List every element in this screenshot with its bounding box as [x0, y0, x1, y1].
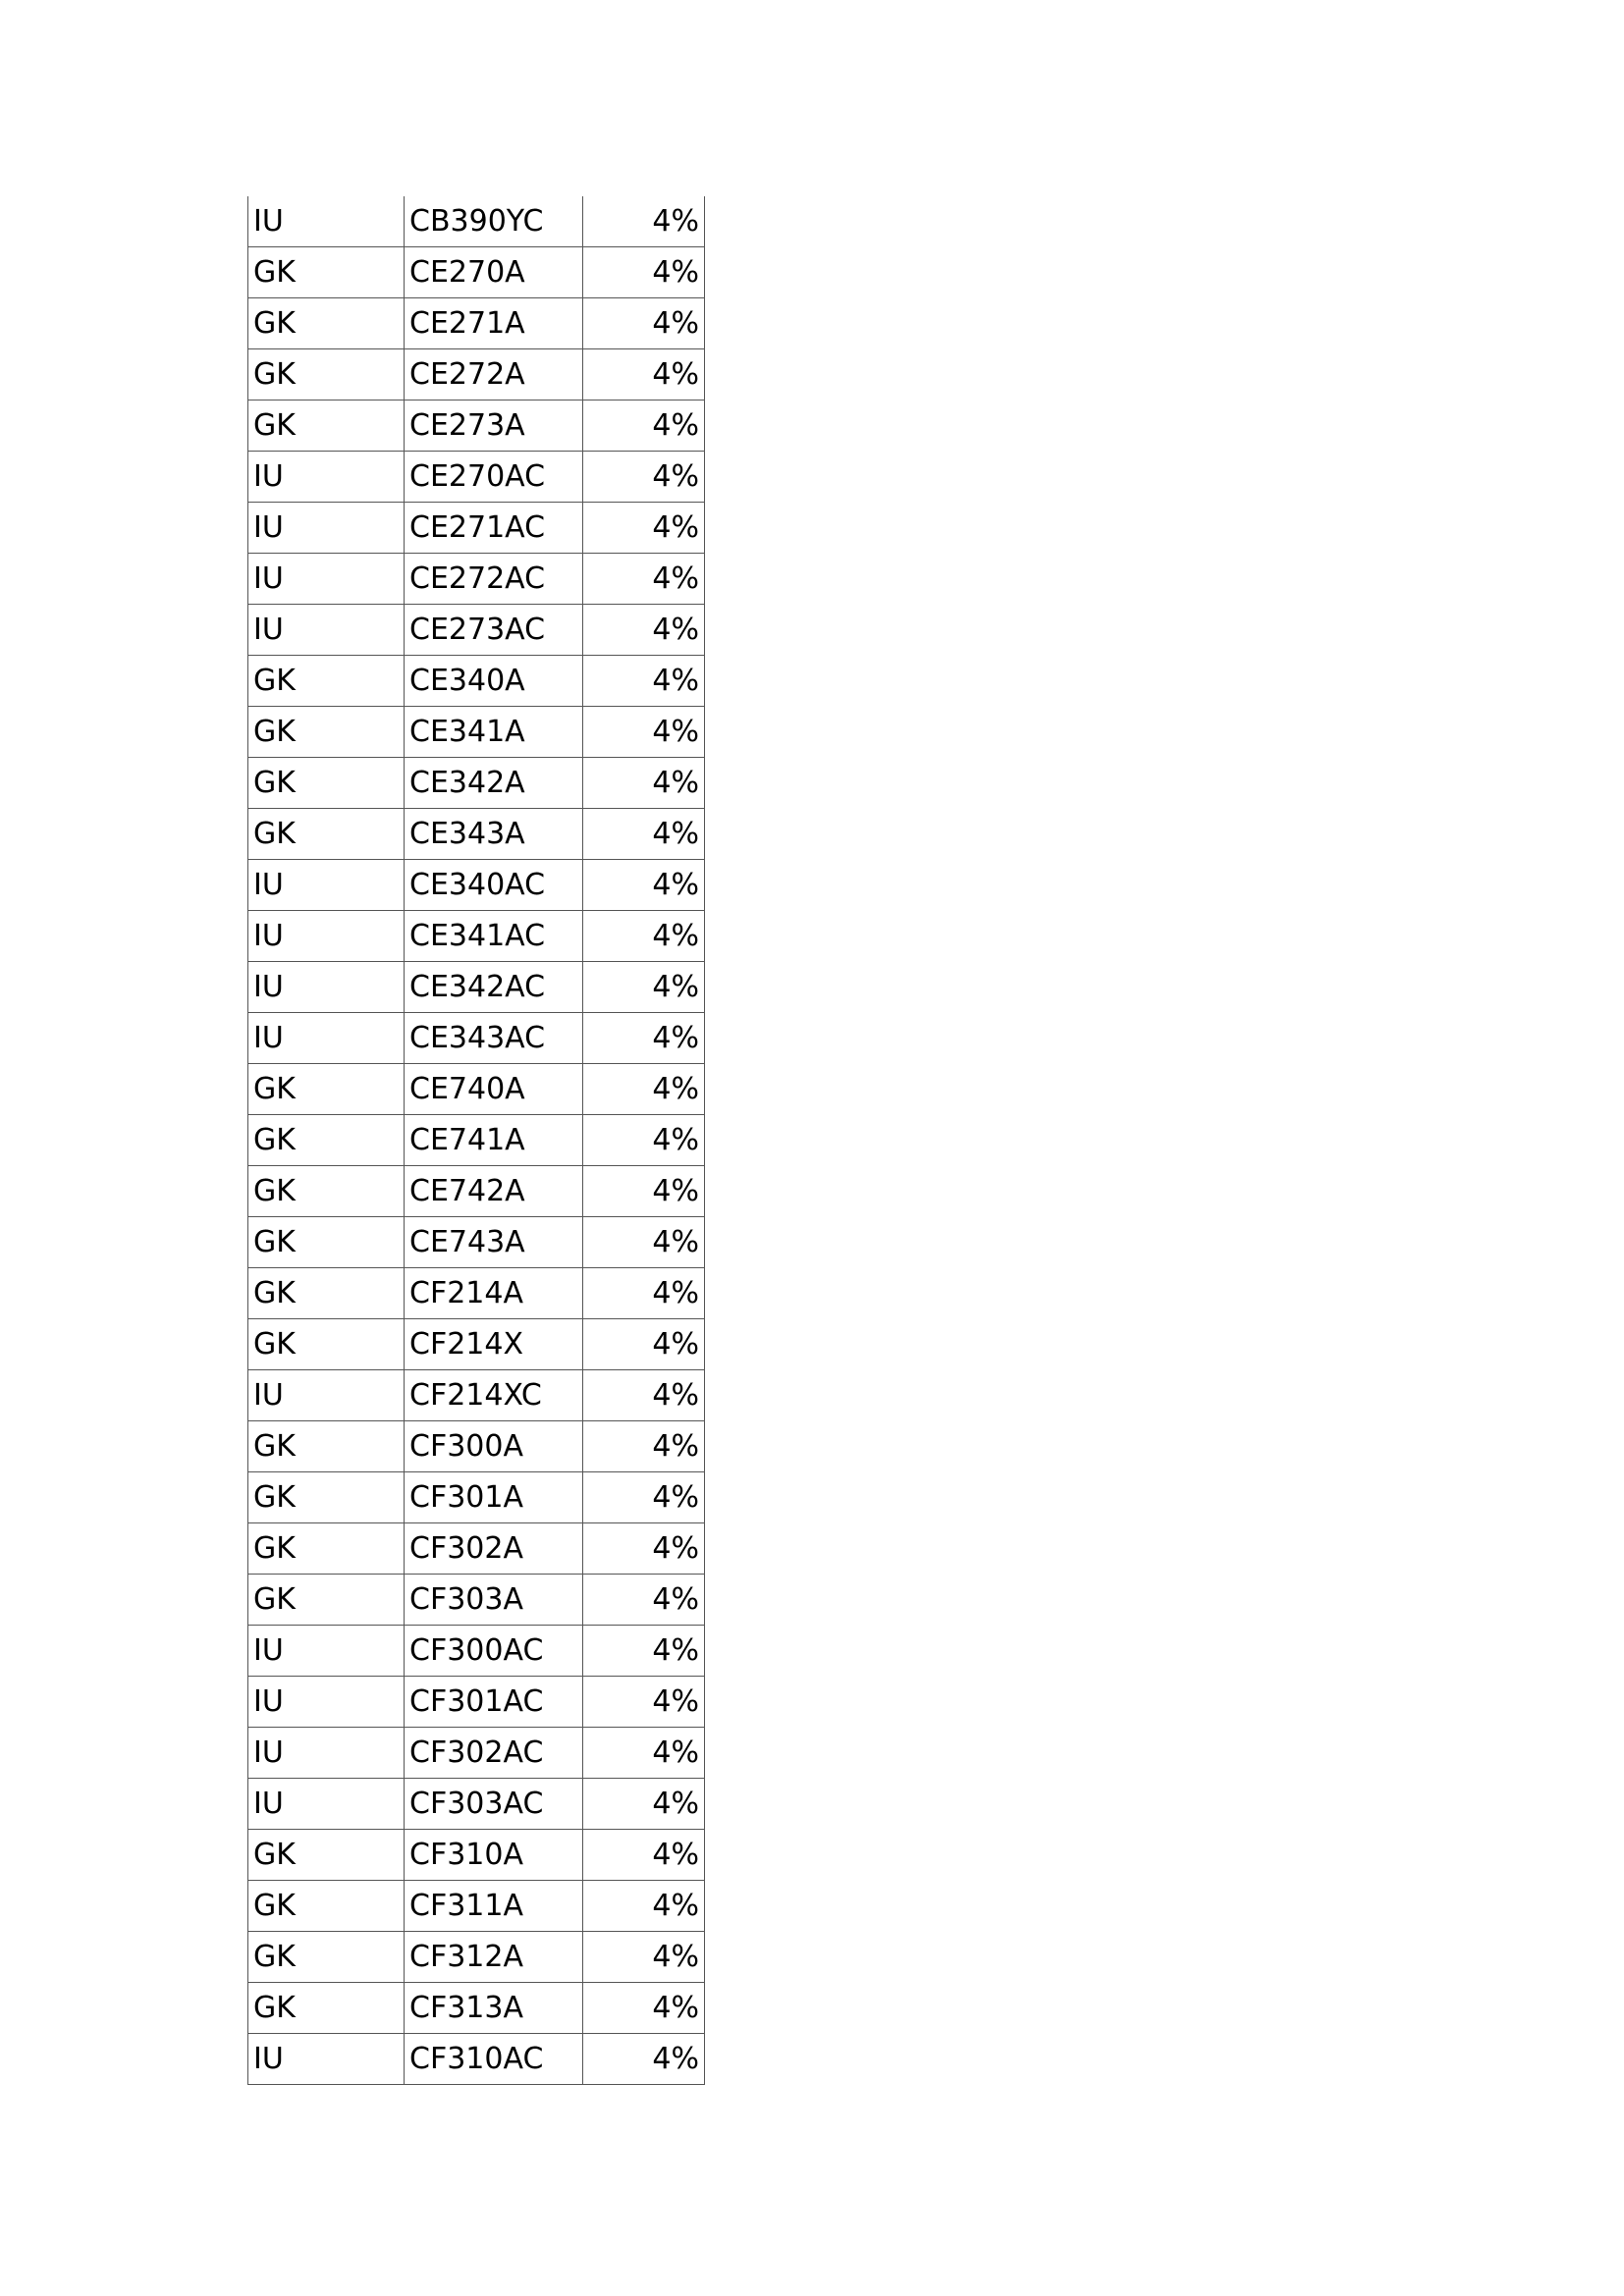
- table-row: [248, 656, 705, 707]
- table-row: [248, 1523, 705, 1575]
- rate-cell: 4%: [583, 1626, 705, 1677]
- data-table: [247, 196, 705, 2085]
- type-code-cell: IU: [248, 1013, 405, 1064]
- part-number-cell: CF300AC: [405, 1626, 583, 1677]
- part-number-cell: CE273AC: [405, 605, 583, 656]
- table-row: [248, 503, 705, 554]
- part-number-cell: CE272AC: [405, 554, 583, 605]
- rate-cell: 4%: [583, 196, 705, 247]
- table-row: [248, 1677, 705, 1728]
- rate-cell: 4%: [583, 1319, 705, 1370]
- type-code-cell: IU: [248, 1779, 405, 1830]
- table-row: [248, 247, 705, 298]
- type-code-cell: IU: [248, 1728, 405, 1779]
- rate-cell: 4%: [583, 758, 705, 809]
- table-row: [248, 1013, 705, 1064]
- rate-cell: 4%: [583, 1472, 705, 1523]
- table-row: [248, 1166, 705, 1217]
- table-row: [248, 1983, 705, 2034]
- table-row: [248, 1881, 705, 1932]
- part-number-cell: CF301AC: [405, 1677, 583, 1728]
- rate-cell: 4%: [583, 2034, 705, 2085]
- table-row: [248, 1626, 705, 1677]
- type-code-cell: GK: [248, 1932, 405, 1983]
- part-number-cell: CE743A: [405, 1217, 583, 1268]
- rate-cell: 4%: [583, 400, 705, 452]
- type-code-cell: GK: [248, 1983, 405, 2034]
- type-code-cell: IU: [248, 911, 405, 962]
- rate-cell: 4%: [583, 298, 705, 349]
- rate-cell: 4%: [583, 911, 705, 962]
- table-row: [248, 400, 705, 452]
- type-code-cell: GK: [248, 707, 405, 758]
- part-number-cell: CE272A: [405, 349, 583, 400]
- part-number-cell: CF214X: [405, 1319, 583, 1370]
- table-row: [248, 452, 705, 503]
- table-row: [248, 1779, 705, 1830]
- table-row: [248, 758, 705, 809]
- part-number-cell: CF313A: [405, 1983, 583, 2034]
- type-code-cell: IU: [248, 605, 405, 656]
- table-row: [248, 1268, 705, 1319]
- table-row: [248, 1830, 705, 1881]
- part-number-cell: CE273A: [405, 400, 583, 452]
- rate-cell: 4%: [583, 1779, 705, 1830]
- part-number-cell: CF301A: [405, 1472, 583, 1523]
- part-number-cell: CE340AC: [405, 860, 583, 911]
- table-row: [248, 298, 705, 349]
- part-number-cell: CE343A: [405, 809, 583, 860]
- rate-cell: 4%: [583, 1523, 705, 1575]
- part-number-cell: CE342AC: [405, 962, 583, 1013]
- rate-cell: 4%: [583, 1575, 705, 1626]
- part-number-cell: CF310AC: [405, 2034, 583, 2085]
- table-row: [248, 605, 705, 656]
- part-number-cell: CF302A: [405, 1523, 583, 1575]
- part-number-cell: CE271AC: [405, 503, 583, 554]
- type-code-cell: GK: [248, 1881, 405, 1932]
- type-code-cell: IU: [248, 503, 405, 554]
- rate-cell: 4%: [583, 860, 705, 911]
- rate-cell: 4%: [583, 1370, 705, 1421]
- type-code-cell: GK: [248, 1166, 405, 1217]
- rate-cell: 4%: [583, 1881, 705, 1932]
- rate-cell: 4%: [583, 1013, 705, 1064]
- type-code-cell: GK: [248, 349, 405, 400]
- type-code-cell: GK: [248, 298, 405, 349]
- rate-cell: 4%: [583, 1932, 705, 1983]
- table-row: [248, 1728, 705, 1779]
- rate-cell: 4%: [583, 554, 705, 605]
- part-number-cell: CE343AC: [405, 1013, 583, 1064]
- table-row: [248, 1115, 705, 1166]
- rate-cell: 4%: [583, 1830, 705, 1881]
- table-row: [248, 1421, 705, 1472]
- table-row: [248, 860, 705, 911]
- table-row: [248, 1472, 705, 1523]
- rate-cell: 4%: [583, 452, 705, 503]
- table-row: [248, 1319, 705, 1370]
- rate-cell: 4%: [583, 1983, 705, 2034]
- type-code-cell: IU: [248, 196, 405, 247]
- type-code-cell: IU: [248, 1677, 405, 1728]
- table-row: [248, 196, 705, 247]
- table-row: [248, 809, 705, 860]
- part-number-cell: CF214XC: [405, 1370, 583, 1421]
- part-number-cell: CF214A: [405, 1268, 583, 1319]
- part-number-cell: CE270A: [405, 247, 583, 298]
- rate-cell: 4%: [583, 656, 705, 707]
- type-code-cell: GK: [248, 1115, 405, 1166]
- rate-cell: 4%: [583, 247, 705, 298]
- part-number-cell: CE270AC: [405, 452, 583, 503]
- part-number-cell: CF303AC: [405, 1779, 583, 1830]
- table-body: [248, 196, 705, 2085]
- part-number-cell: CE740A: [405, 1064, 583, 1115]
- rate-cell: 4%: [583, 605, 705, 656]
- type-code-cell: IU: [248, 1626, 405, 1677]
- type-code-cell: GK: [248, 656, 405, 707]
- part-number-cell: CE742A: [405, 1166, 583, 1217]
- type-code-cell: IU: [248, 1370, 405, 1421]
- type-code-cell: GK: [248, 1268, 405, 1319]
- table-row: [248, 1217, 705, 1268]
- table-row: [248, 1932, 705, 1983]
- type-code-cell: GK: [248, 1575, 405, 1626]
- part-number-cell: CE340A: [405, 656, 583, 707]
- rate-cell: 4%: [583, 962, 705, 1013]
- table-row: [248, 349, 705, 400]
- rate-cell: 4%: [583, 707, 705, 758]
- type-code-cell: GK: [248, 758, 405, 809]
- type-code-cell: GK: [248, 1421, 405, 1472]
- part-number-cell: CF311A: [405, 1881, 583, 1932]
- part-number-cell: CE341A: [405, 707, 583, 758]
- part-number-cell: CF312A: [405, 1932, 583, 1983]
- type-code-cell: IU: [248, 2034, 405, 2085]
- table-row: [248, 554, 705, 605]
- type-code-cell: IU: [248, 962, 405, 1013]
- table-row: [248, 962, 705, 1013]
- type-code-cell: GK: [248, 247, 405, 298]
- table-row: [248, 1064, 705, 1115]
- table-row: [248, 1370, 705, 1421]
- part-number-cell: CE342A: [405, 758, 583, 809]
- part-number-cell: CF302AC: [405, 1728, 583, 1779]
- table-row: [248, 1575, 705, 1626]
- type-code-cell: GK: [248, 1523, 405, 1575]
- table-row: [248, 707, 705, 758]
- table-row: [248, 911, 705, 962]
- type-code-cell: GK: [248, 1064, 405, 1115]
- part-number-cell: CE341AC: [405, 911, 583, 962]
- rate-cell: 4%: [583, 1677, 705, 1728]
- rate-cell: 4%: [583, 1115, 705, 1166]
- rate-cell: 4%: [583, 809, 705, 860]
- type-code-cell: IU: [248, 452, 405, 503]
- rate-cell: 4%: [583, 1166, 705, 1217]
- type-code-cell: GK: [248, 1217, 405, 1268]
- rate-cell: 4%: [583, 503, 705, 554]
- part-number-cell: CE271A: [405, 298, 583, 349]
- part-number-cell: CF310A: [405, 1830, 583, 1881]
- type-code-cell: GK: [248, 1472, 405, 1523]
- part-number-cell: CF303A: [405, 1575, 583, 1626]
- part-number-cell: CB390YC: [405, 196, 583, 247]
- type-code-cell: IU: [248, 554, 405, 605]
- type-code-cell: IU: [248, 860, 405, 911]
- rate-cell: 4%: [583, 1064, 705, 1115]
- rate-cell: 4%: [583, 349, 705, 400]
- rate-cell: 4%: [583, 1217, 705, 1268]
- type-code-cell: GK: [248, 1319, 405, 1370]
- rate-cell: 4%: [583, 1421, 705, 1472]
- table-row: [248, 2034, 705, 2085]
- part-number-cell: CE741A: [405, 1115, 583, 1166]
- rate-cell: 4%: [583, 1268, 705, 1319]
- part-number-cell: CF300A: [405, 1421, 583, 1472]
- type-code-cell: GK: [248, 400, 405, 452]
- type-code-cell: GK: [248, 809, 405, 860]
- type-code-cell: GK: [248, 1830, 405, 1881]
- rate-cell: 4%: [583, 1728, 705, 1779]
